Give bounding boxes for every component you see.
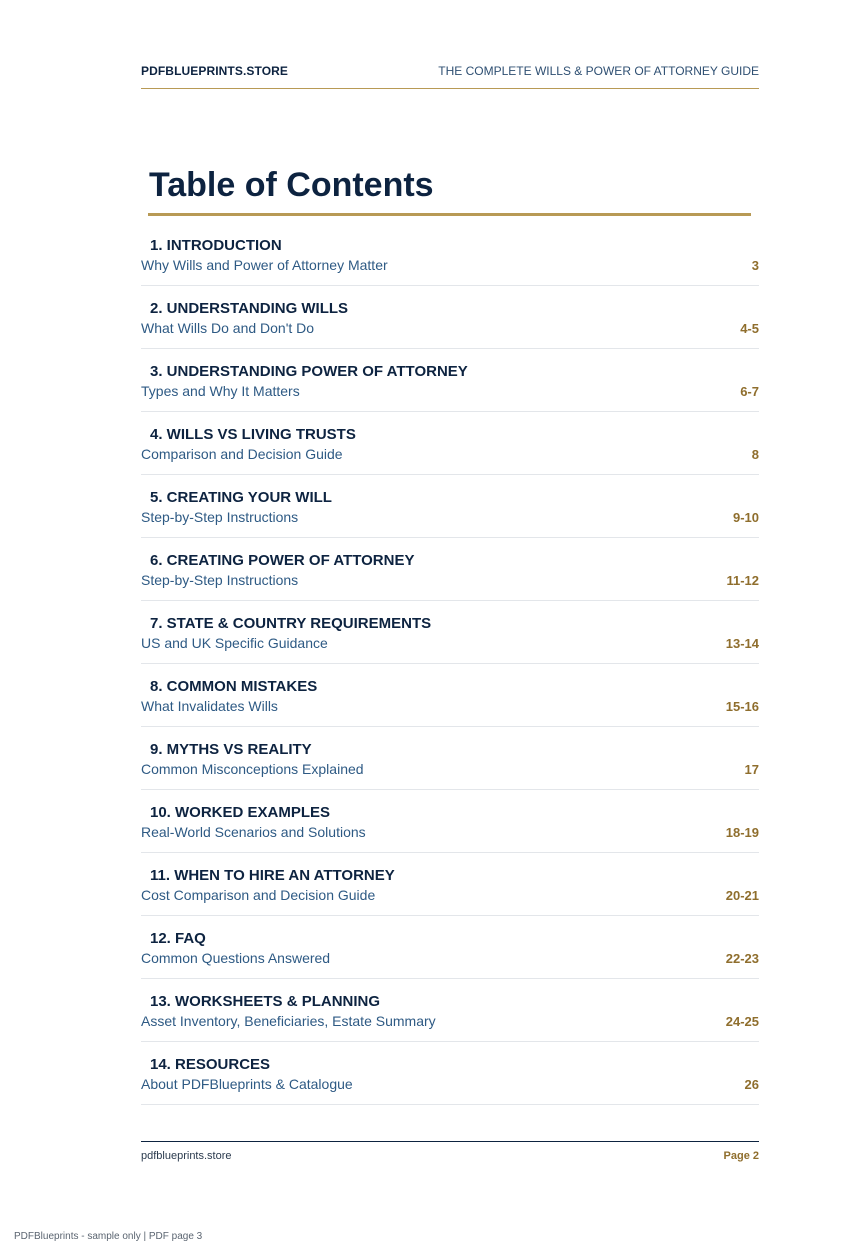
toc-entry-subtitle: Why Wills and Power of Attorney Matter	[141, 257, 388, 273]
toc-entry[interactable]	[141, 1042, 759, 1105]
toc-entry-subtitle: About PDFBlueprints & Catalogue	[141, 1076, 353, 1092]
toc-entry-title: 1. INTRODUCTION	[150, 237, 282, 254]
toc-entry[interactable]	[141, 979, 759, 1042]
table-of-contents	[141, 223, 759, 1105]
toc-entry-subtitle: Real-World Scenarios and Solutions	[141, 824, 366, 840]
toc-entry-title: 13. WORKSHEETS & PLANNING	[150, 993, 381, 1010]
toc-entry-page-number: 15-16	[725, 699, 759, 714]
toc-entry-page-number: 17	[744, 762, 759, 777]
toc-entry-title: 5. CREATING YOUR WILL	[150, 489, 332, 506]
toc-entry-page-number: 24-25	[725, 1014, 759, 1029]
brand-name: PDFBLUEPRINTS.STORE	[141, 64, 289, 78]
toc-entry-title: 10. WORKED EXAMPLES	[150, 804, 331, 821]
toc-entry-title: 6. CREATING POWER OF ATTORNEY	[150, 552, 415, 569]
toc-entry-page-number: 11-12	[726, 573, 759, 588]
page-title: Table of Contents	[149, 166, 434, 204]
toc-entry-title: 3. UNDERSTANDING POWER OF ATTORNEY	[150, 363, 468, 380]
toc-entry-page-number: 22-23	[725, 951, 759, 966]
toc-entry[interactable]	[141, 664, 759, 727]
toc-entry-title: 11. WHEN TO HIRE AN ATTORNEY	[150, 867, 395, 884]
toc-entry-subtitle: Types and Why It Matters	[141, 383, 300, 399]
toc-entry[interactable]	[141, 223, 759, 286]
toc-entry[interactable]	[141, 349, 759, 412]
footer-site: pdfblueprints.store	[141, 1150, 232, 1162]
toc-entry[interactable]	[141, 475, 759, 538]
toc-entry-subtitle: Common Misconceptions Explained	[141, 761, 364, 777]
toc-entry-title: 4. WILLS VS LIVING TRUSTS	[150, 426, 356, 443]
toc-entry-subtitle: Comparison and Decision Guide	[141, 446, 343, 462]
toc-entry-page-number: 13-14	[725, 636, 759, 651]
page-footer	[141, 1141, 759, 1172]
toc-entry[interactable]	[141, 601, 759, 664]
toc-entry[interactable]	[141, 916, 759, 979]
toc-entry-page-number: 8	[751, 447, 759, 462]
toc-entry[interactable]	[141, 286, 759, 349]
toc-entry[interactable]	[141, 727, 759, 790]
toc-entry-page-number: 4-5	[740, 321, 759, 336]
toc-entry-subtitle: Asset Inventory, Beneficiaries, Estate Summary	[141, 1013, 436, 1029]
page-header	[141, 64, 759, 89]
toc-entry-title: 14. RESOURCES	[150, 1056, 271, 1073]
toc-entry[interactable]	[141, 412, 759, 475]
toc-entry-subtitle: Cost Comparison and Decision Guide	[141, 887, 376, 903]
toc-entry-title: 9. MYTHS VS REALITY	[150, 741, 312, 758]
toc-entry-subtitle: What Invalidates Wills	[141, 698, 278, 714]
toc-entry-page-number: 3	[751, 258, 759, 273]
toc-entry-title: 2. UNDERSTANDING WILLS	[150, 300, 349, 317]
toc-entry-subtitle: Common Questions Answered	[141, 950, 331, 966]
title-underline	[148, 213, 751, 216]
toc-entry-subtitle: What Wills Do and Don't Do	[141, 320, 315, 336]
toc-entry-subtitle: US and UK Specific Guidance	[141, 635, 328, 651]
toc-entry-page-number: 9-10	[732, 510, 759, 525]
toc-entry-title: 12. FAQ	[150, 930, 206, 947]
toc-entry[interactable]	[141, 853, 759, 916]
toc-entry-page-number: 20-21	[725, 888, 759, 903]
toc-entry[interactable]	[141, 538, 759, 601]
toc-entry-title: 8. COMMON MISTAKES	[150, 678, 318, 695]
sample-watermark: PDFBlueprints - sample only | PDF page 3	[14, 1231, 203, 1242]
guide-title: THE COMPLETE WILLS & POWER OF ATTORNEY GUIDE	[438, 64, 759, 78]
toc-entry-page-number: 18-19	[725, 825, 759, 840]
toc-entry[interactable]	[141, 790, 759, 853]
footer-page-number: Page 2	[723, 1150, 759, 1162]
toc-entry-subtitle: Step-by-Step Instructions	[141, 572, 299, 588]
toc-entry-subtitle: Step-by-Step Instructions	[141, 509, 299, 525]
toc-entry-page-number: 26	[744, 1077, 759, 1092]
toc-entry-page-number: 6-7	[740, 384, 759, 399]
toc-entry-title: 7. STATE & COUNTRY REQUIREMENTS	[150, 615, 432, 632]
